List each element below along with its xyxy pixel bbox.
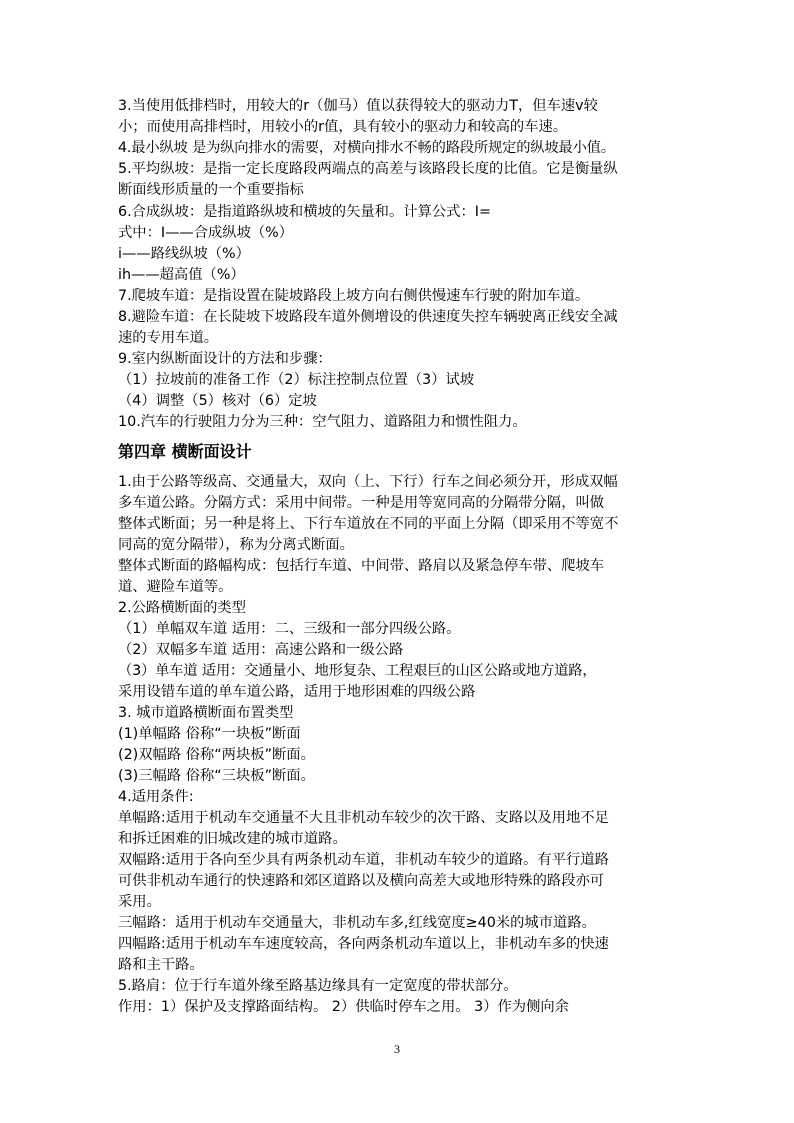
text-line: (2)双幅路 俗称“两块板”断面。: [118, 747, 315, 763]
text-line: 4.最小纵坡 是为纵向排水的需要，对横向排水不畅的路段所规定的纵坡最小值。: [118, 140, 615, 156]
text-line: （4）调整（5）核对（6）定坡: [118, 393, 317, 409]
text-line: 三幅路：适用于机动车交通量大，非机动车多,红线宽度≥40米的城市道路。: [118, 915, 596, 931]
text-line: 8.避险车道：在长陡坡下坡路段车道外侧增设的供速度失控车辆驶离正线安全减: [118, 309, 618, 325]
text-line: 3. 城市道路横断面布置类型: [118, 705, 294, 721]
text-line: 小；而使用高排档时，用较小的r值，具有较小的驱动力和较高的车速。: [118, 119, 568, 135]
text-line: 6.合成纵坡：是指道路纵坡和横坡的矢量和。计算公式：I=: [118, 204, 491, 220]
text-line: 4.适用条件:: [118, 789, 194, 805]
text-line: 单幅路:适用于机动车交通量不大且非机动车较少的次干路、支路以及用地不足: [118, 810, 609, 826]
text-line: 采用设错车道的单车道公路，适用于地形困难的四级公路: [118, 684, 476, 700]
text-line: 速的专用车道。: [118, 330, 219, 346]
text-line: 断面线形质量的一个重要指标: [118, 182, 304, 198]
page-number: 3: [394, 1042, 400, 1056]
text-line: (1)单幅路 俗称“一块板”断面: [118, 726, 301, 742]
text-line: 整体式断面的路幅构成：包括行车道、中间带、路肩以及紧急停车带、爬坡车: [118, 558, 605, 574]
text-line: 多车道公路。分隔方式：采用中间带。一种是用等宽同高的分隔带分隔，叫做: [118, 495, 605, 511]
text-line: 5.平均纵坡：是指一定长度路段两端点的高差与该路段长度的比值。它是衡量纵: [118, 161, 618, 177]
text-line: 可供非机动车通行的快速路和郊区道路以及横向高差大或地形特殊的路段亦可: [118, 873, 605, 889]
text-line: 5.路肩：位于行车道外缘至路基边缘具有一定宽度的带状部分。: [118, 978, 518, 994]
text-line: （1）单幅双车道 适用：二、三级和一部分四级公路。: [118, 621, 461, 637]
text-line: ih——超高值（%）: [118, 267, 245, 283]
text-line: （1）拉坡前的准备工作（2）标注控制点位置（3）试坡: [118, 372, 475, 388]
text-line: （3）单车道 适用：交通量小、地形复杂、工程艰巨的山区公路或地方道路，: [118, 663, 597, 679]
text-line: (3)三幅路 俗称“三块板”断面。: [118, 768, 315, 784]
text-line: 同高的宽分隔带），称为分离式断面。: [118, 537, 354, 553]
text-line: 9.室内纵断面设计的方法和步骤：: [118, 351, 332, 367]
text-line: 7.爬坡车道：是指设置在陡坡路段上坡方向右侧供慢速车行驶的附加车道。: [118, 288, 590, 304]
text-line: 路和主干路。: [118, 957, 204, 973]
text-line: （2）双幅多车道 适用：高速公路和一级公路: [118, 642, 404, 658]
text-line: 采用。: [118, 894, 161, 910]
text-line: i——路线纵坡（%）: [118, 246, 250, 262]
text-line: 作用：1）保护及支撑路面结构。 2）供临时停车之用。 3）作为侧向余: [118, 999, 569, 1015]
text-line: 四幅路:适用于机动车车速度较高，各向两条机动车道以上，非机动车多的快速: [118, 936, 609, 952]
text-line: 3.当使用低排档时，用较大的r（伽马）值以获得较大的驱动力T，但车速v较: [118, 98, 598, 114]
text-line: 道、避险车道等。: [118, 579, 233, 595]
chapter-heading: 第四章 横断面设计: [118, 442, 252, 461]
text-line: 整体式断面；另一种是将上、下行车道放在不同的平面上分隔（即采用不等宽不: [118, 516, 619, 532]
text-line: 双幅路:适用于各向至少具有两条机动车道，非机动车较少的道路。有平行道路: [118, 852, 609, 868]
text-line: 和拆迁困难的旧城改建的城市道路。: [118, 831, 347, 847]
text-line: 10.汽车的行驶阻力分为三种：空气阻力、道路阻力和惯性阻力。: [118, 414, 527, 430]
text-line: 2.公路横断面的类型: [118, 600, 247, 616]
text-line: 1.由于公路等级高、交通量大，双向（上、下行）行车之间必须分开，形成双幅: [118, 474, 618, 490]
text-line: 式中：I——合成纵坡（%）: [118, 225, 294, 241]
